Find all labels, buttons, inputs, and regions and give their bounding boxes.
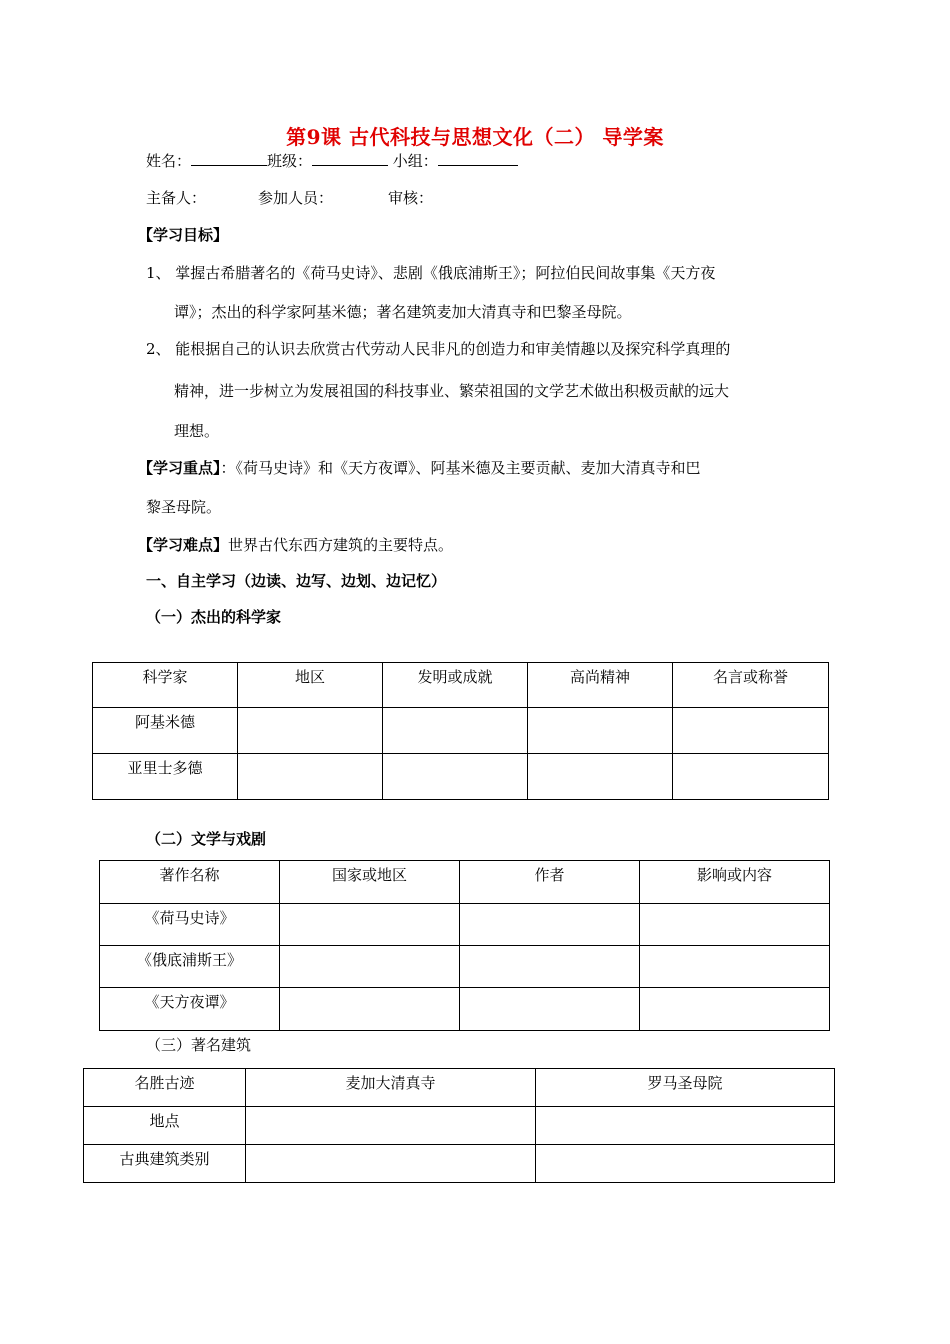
header-cell: 高尚精神 [528, 663, 673, 708]
architecture-table [83, 1068, 835, 1183]
row-label-cell: 《天方夜谭》 [100, 988, 280, 1031]
answer-cell[interactable] [640, 904, 830, 946]
answer-cell[interactable] [383, 754, 528, 800]
header-cell: 名言或称誉 [673, 663, 829, 708]
row-label-cell: 《俄底浦斯王》 [100, 946, 280, 988]
table-header-row [100, 861, 830, 904]
table-row [100, 904, 830, 946]
answer-cell[interactable] [536, 1107, 835, 1145]
group-label: 小组： [388, 152, 438, 170]
focus-line-1 [138, 457, 701, 478]
header-cell: 国家或地区 [280, 861, 460, 904]
table-row [84, 1145, 835, 1183]
header-cell: 麦加大清真寺 [246, 1069, 536, 1107]
answer-cell[interactable] [383, 708, 528, 754]
table-header-row [93, 663, 829, 708]
row-label-cell: 阿基米德 [93, 708, 238, 754]
subsection-literature: （二）文学与戏剧 [146, 830, 267, 848]
page-title: 第9课 古代科技与思想文化（二） 导学案 [286, 125, 664, 149]
answer-cell[interactable] [280, 988, 460, 1031]
header-cell: 影响或内容 [640, 861, 830, 904]
author-label: 主备人： [146, 189, 207, 207]
header-cell: 罗马圣母院 [536, 1069, 835, 1107]
header-cell: 作者 [460, 861, 640, 904]
answer-cell[interactable] [460, 904, 640, 946]
focus-text: ：《荷马史诗》和《天方夜谭》、阿基米德及主要贡献、麦加大清真寺和巴 [220, 459, 701, 477]
row-label-cell: 古典建筑类别 [84, 1145, 246, 1183]
literature-table [99, 860, 830, 1031]
objective-1-line-2: 谭》；杰出的科学家阿基米德；著名建筑麦加大清真寺和巴黎圣母院。 [174, 303, 632, 321]
answer-cell[interactable] [246, 1145, 536, 1183]
header-cell: 地区 [238, 663, 383, 708]
participants-label: 参加人员： [258, 189, 334, 207]
answer-cell[interactable] [640, 988, 830, 1031]
name-blank[interactable] [191, 151, 267, 166]
answer-cell[interactable] [246, 1107, 536, 1145]
answer-cell[interactable] [238, 754, 383, 800]
answer-cell[interactable] [640, 946, 830, 988]
header-cell: 科学家 [93, 663, 238, 708]
answer-cell[interactable] [280, 946, 460, 988]
header-cell: 名胜古迹 [84, 1069, 246, 1107]
table-row [84, 1107, 835, 1145]
answer-cell[interactable] [528, 708, 673, 754]
answer-cell[interactable] [460, 988, 640, 1031]
header-cell: 著作名称 [100, 861, 280, 904]
row-label-cell: 《荷马史诗》 [100, 904, 280, 946]
group-blank[interactable] [438, 151, 518, 166]
review-label: 审核： [388, 189, 434, 207]
answer-cell[interactable] [460, 946, 640, 988]
difficulty-line [138, 534, 453, 555]
objectives-heading: 【学习目标】 [138, 226, 229, 244]
header-cell: 发明或成就 [383, 663, 528, 708]
section-1-heading: 一、自主学习（边读、边写、边划、边记忆） [146, 572, 447, 590]
answer-cell[interactable] [673, 754, 829, 800]
class-label: 班级： [267, 152, 313, 170]
subsection-scientists: （一）杰出的科学家 [146, 608, 282, 626]
difficulty-heading: 【学习难点】 [138, 536, 229, 554]
table-row [93, 708, 829, 754]
objective-2-line-2: 精神，进一步树立为发展祖国的科技事业、繁荣祖国的文学艺术做出积极贡献的远大 [174, 382, 730, 400]
objective-1-line-1: 1、 掌握古希腊著名的《荷马史诗》、悲剧《俄底浦斯王》；阿拉伯民间故事集《天方夜 [146, 264, 716, 282]
focus-heading: 【学习重点】 [138, 459, 221, 477]
name-label: 姓名： [146, 152, 192, 170]
class-blank[interactable] [312, 151, 388, 166]
answer-cell[interactable] [238, 708, 383, 754]
answer-cell[interactable] [280, 904, 460, 946]
subsection-architecture: （三）著名建筑 [146, 1036, 252, 1054]
answer-cell[interactable] [673, 708, 829, 754]
answer-cell[interactable] [536, 1145, 835, 1183]
difficulty-text: 世界古代东西方建筑的主要特点。 [228, 536, 454, 554]
answer-cell[interactable] [528, 754, 673, 800]
objective-2-line-3: 理想。 [174, 422, 220, 440]
table-row [93, 754, 829, 800]
objective-2-line-1: 2、 能根据自己的认识去欣赏古代劳动人民非凡的创造力和审美情趣以及探究科学真理的 [146, 340, 731, 358]
scientists-table [92, 662, 829, 800]
table-header-row [84, 1069, 835, 1107]
row-label-cell: 地点 [84, 1107, 246, 1145]
table-row [100, 988, 830, 1031]
student-info-line [146, 150, 518, 171]
focus-line-2: 黎圣母院。 [146, 498, 222, 516]
table-row [100, 946, 830, 988]
row-label-cell: 亚里士多德 [93, 754, 238, 800]
